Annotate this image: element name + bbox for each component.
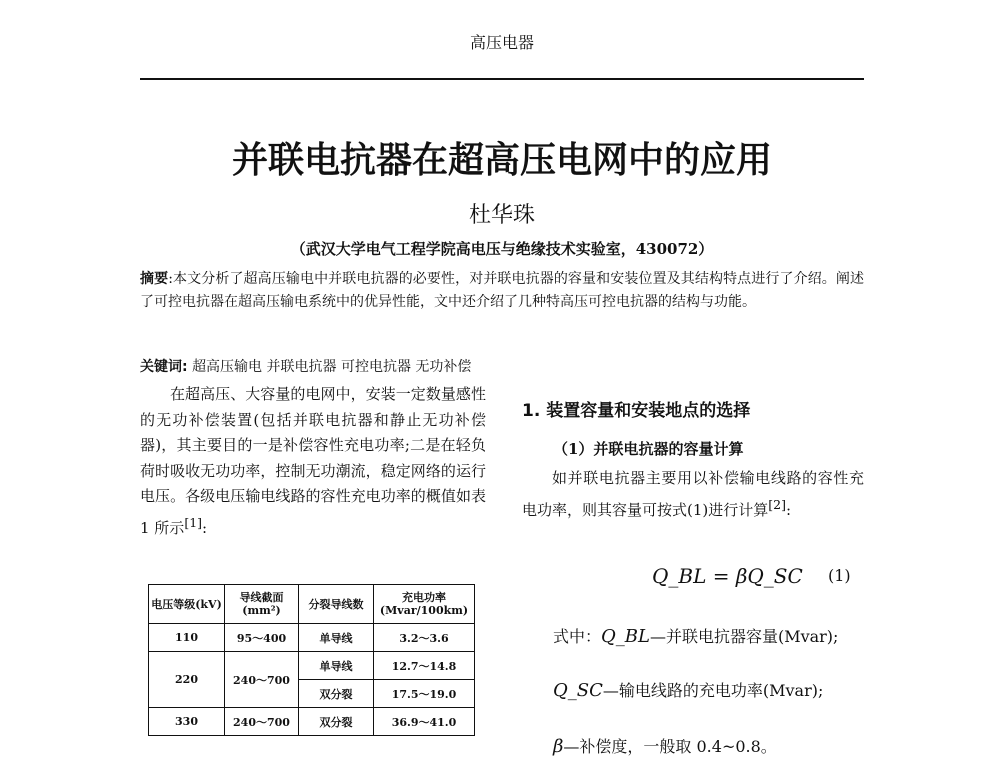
- definition-desc: —输电线路的充电功率(Mvar);: [602, 681, 824, 700]
- equation-number: (1): [828, 566, 851, 585]
- citation: [1]: [184, 514, 203, 530]
- symbol-beta: β: [553, 736, 564, 757]
- table-row: [149, 624, 475, 652]
- table-cell: 110: [149, 624, 225, 652]
- capacity-end: :: [785, 500, 792, 519]
- definition-desc: —补偿度，一般取 0.4~0.8。: [563, 737, 777, 756]
- table-header: 分裂导线数: [299, 585, 374, 624]
- intro-paragraph: [140, 382, 486, 541]
- table-cell: 3.2～3.6: [374, 624, 475, 652]
- keywords: [140, 356, 864, 376]
- subsection-title: （1）并联电抗器的容量计算: [553, 440, 744, 458]
- table-cell: 12.7～14.8: [374, 652, 475, 680]
- header-rule: [140, 78, 864, 80]
- definition-beta: [553, 734, 777, 757]
- abstract-label: 摘要: [140, 271, 169, 287]
- table-cell: 单导线: [299, 624, 374, 652]
- table-cell: 17.5～19.0: [374, 680, 475, 708]
- section-title: 1. 装置容量和安装地点的选择: [522, 401, 751, 421]
- table-cell: 95～400: [225, 624, 299, 652]
- author: 杜华珠: [468, 203, 535, 228]
- keywords-text: 超高压输电 并联电抗器 可控电抗器 无功补偿: [192, 359, 472, 375]
- charging-power-table: [148, 584, 475, 736]
- table-cell: 330: [149, 708, 225, 736]
- table-cell: 单导线: [299, 652, 374, 680]
- table-header: 电压等级(kV): [149, 585, 225, 624]
- definition-qbl: [553, 624, 838, 647]
- table-cell: 240～700: [225, 652, 299, 708]
- affiliation: （武汉大学电气工程学院高电压与绝缘技术实验室，430072）: [290, 240, 714, 258]
- capacity-text: 如并联电抗器主要用以补偿输电线路的容性充电功率，则其容量可按式(1)进行计算: [522, 469, 864, 519]
- intro-end: :: [202, 518, 208, 537]
- table-cell: 双分裂: [299, 708, 374, 736]
- intro-text: 在超高压、大容量的电网中，安装一定数量感性的无功补偿装置(包括并联电抗器和静止无功补偿器)，其主要目的一是补偿容性充电功率;二是在轻负荷时吸收无功功率，控制无功潮流，稳定网络的运行电压。各级电压输电线路的容性充电功率的概值如表 1 所示: [140, 385, 486, 537]
- definition-qsc: [553, 678, 823, 701]
- table-cell: 240～700: [225, 708, 299, 736]
- symbol-qsc: Q_SC: [553, 680, 603, 701]
- definition-prefix: 式中：: [553, 627, 602, 646]
- table-row: [149, 708, 475, 736]
- capacity-paragraph: [522, 466, 864, 523]
- definition-desc: —并联电抗器容量(Mvar);: [649, 627, 839, 646]
- table-row: [149, 652, 475, 680]
- table-cell: 220: [149, 652, 225, 708]
- paper-title: 并联电抗器在超高压电网中的应用: [231, 140, 772, 181]
- formula: Q_BL = βQ_SC: [652, 564, 803, 588]
- abstract: [140, 268, 864, 314]
- table-header: 导线截面(mm²): [225, 585, 299, 624]
- table-cell: 36.9～41.0: [374, 708, 475, 736]
- abstract-text: :本文分析了超高压输电中并联电抗器的必要性，对并联电抗器的容量和安装位置及其结构特点进行了介绍。阐述了可控电抗器在超高压输电系统中的优异性能，文中还介绍了几种特高压可控电抗器的结构与功能。: [140, 271, 865, 310]
- keywords-label: 关键词:: [140, 359, 188, 375]
- citation: [2]: [768, 496, 786, 512]
- table-cell: 双分裂: [299, 680, 374, 708]
- table-header: 充电功率(Mvar/100km): [374, 585, 475, 624]
- symbol-qbl: Q_BL: [601, 626, 650, 647]
- journal-header: 高压电器: [469, 33, 534, 52]
